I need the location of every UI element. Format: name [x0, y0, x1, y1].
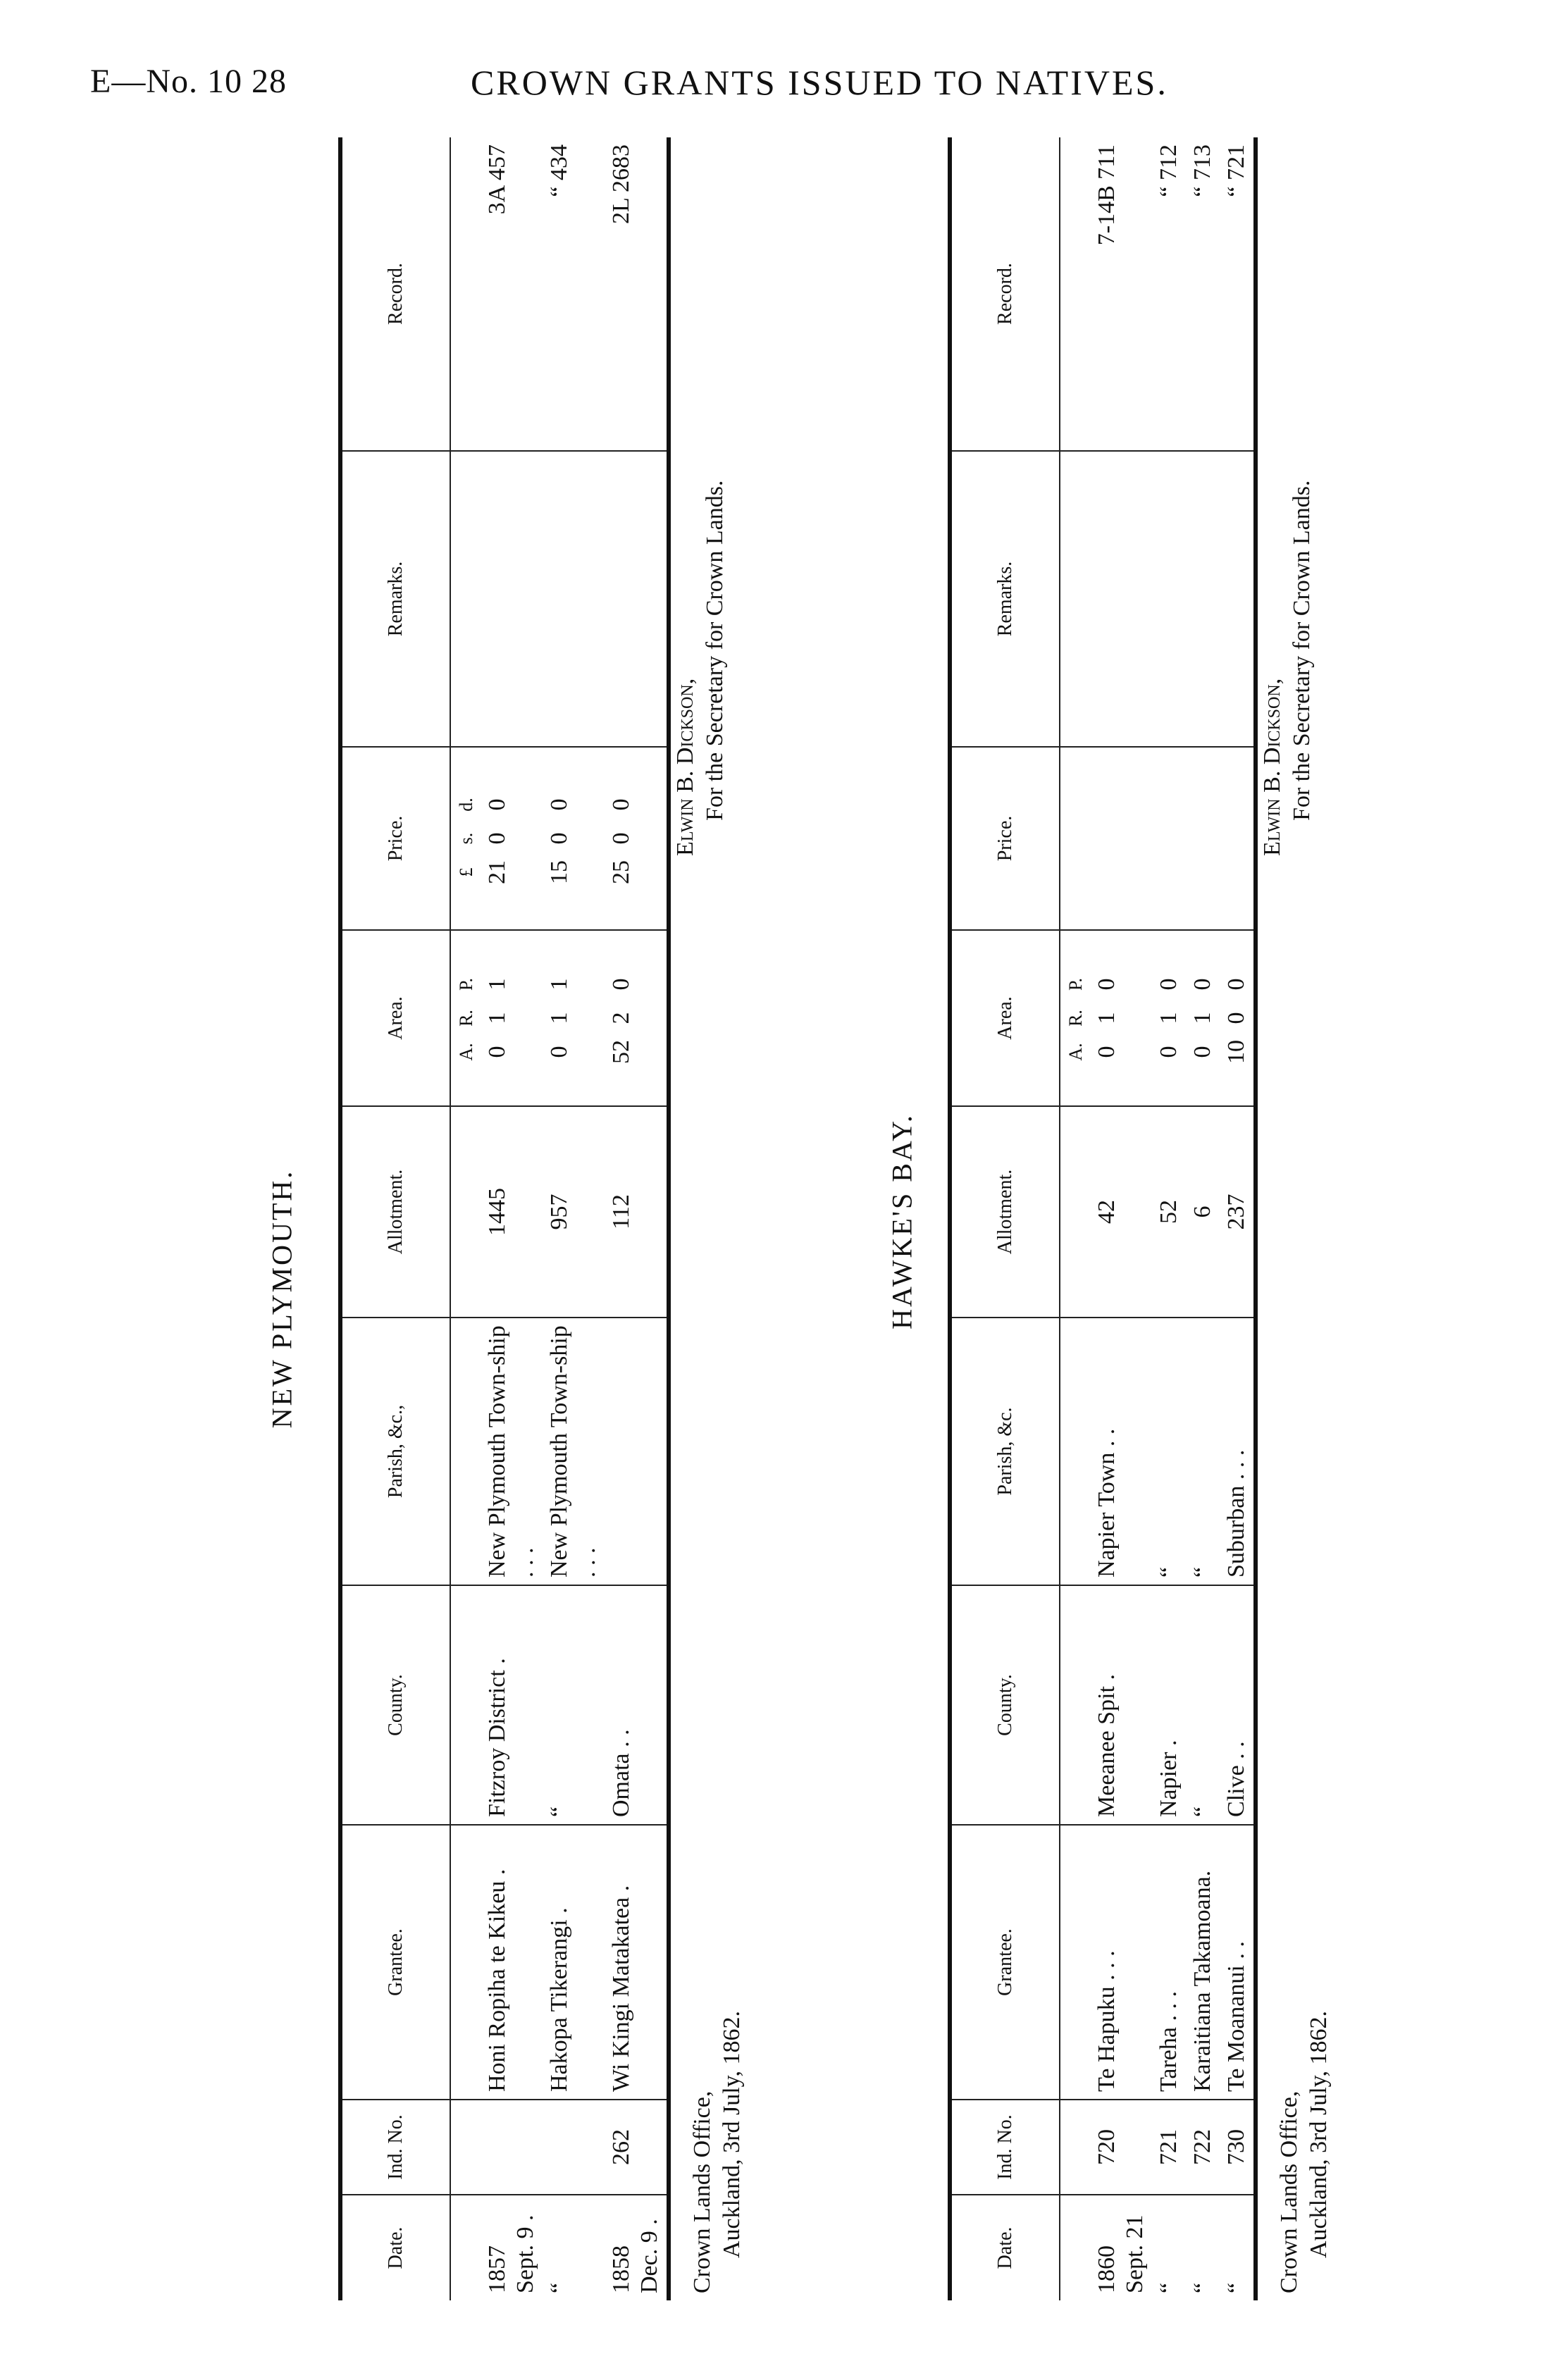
table-cell: 3A 457: [481, 137, 543, 451]
col-allotment: Allotment.: [952, 1106, 1060, 1318]
table-cell: 721: [1152, 2100, 1186, 2195]
table-cell: [543, 451, 605, 747]
table-cell: [1186, 451, 1220, 747]
unit-pounds: £: [456, 867, 476, 877]
col-grantee: Grantee.: [952, 1825, 1060, 2100]
col-grantee: Grantee.: [342, 1825, 450, 2100]
new-plymouth-block: [338, 137, 791, 2300]
table-cell: Napier .: [1152, 1585, 1186, 1825]
table-cell: 957: [543, 1106, 605, 1318]
table-cell: “ 434: [543, 137, 605, 451]
table-cell: [481, 451, 543, 747]
table-cell: [481, 2100, 543, 2195]
header-row: [342, 137, 450, 2300]
table-cell: Honi Ropiha te Kikeu .: [481, 1825, 543, 2100]
table-row: “ 722 Karaitiana Takamoana. “ “ 6 010 “ 713: [1186, 137, 1220, 2300]
table-cell: [1090, 451, 1152, 747]
section-title-hawkes-bay: HAWKE'S BAY.: [886, 1113, 918, 1330]
col-date: Date.: [952, 2195, 1060, 2300]
table-cell: 262: [605, 2100, 667, 2195]
table-cell: “: [543, 1585, 605, 1825]
col-parish: Parish, &c.: [952, 1318, 1060, 1585]
table-row: “ Hakopa Tikerangi . “ New Plymouth Town-ship . . . 957 011 1500 “ 434: [543, 137, 605, 2300]
table-cell: Te Hapuku . . .: [1090, 1825, 1152, 2100]
grants-table: [342, 137, 667, 2300]
table-cell: Suburban . . .: [1220, 1318, 1253, 1585]
table-cell: “: [1152, 1318, 1186, 1585]
table-cell: “ 712: [1152, 137, 1186, 451]
section-title-new-plymouth: NEW PLYMOUTH.: [266, 1169, 298, 1429]
table-cell: [543, 2100, 605, 2195]
table-cell: “ 721: [1220, 137, 1253, 451]
table-row: 1857 Sept. 9 . Honi Ropiha te Kikeu . Fitzroy District . New Plymouth Town-ship . . . 1445 011 2100 3A 457: [481, 137, 543, 2300]
table-cell: 7-14B 711: [1090, 137, 1152, 451]
col-county: County.: [952, 1585, 1060, 1825]
signature: Elwin B. Dickson, For the Secretary for Crown Lands.: [1259, 480, 1315, 856]
office-note: Crown Lands Office, Auckland, 3rd July, 1862.: [1276, 2011, 1332, 2293]
table-cell: 6: [1186, 1106, 1220, 1318]
table-frame: [338, 137, 671, 2300]
table-cell: Te Moananui . .: [1220, 1825, 1253, 2100]
table-cell: “: [1186, 1318, 1220, 1585]
table-row: “ 721 Tareha . . . Napier . “ 52 010 “ 712: [1152, 137, 1186, 2300]
unit-acres: A.: [1065, 1043, 1086, 1061]
page-title: CROWN GRANTS ISSUED TO NATIVES.: [471, 63, 1168, 102]
table-cell: “ 713: [1186, 137, 1220, 451]
table-row: 1858 Dec. 9 . 262 Wi Kingi Matakatea . Omata . . 112 5220 2500 2L 2683: [605, 137, 667, 2300]
col-record: Record.: [342, 137, 450, 451]
col-area: Area.: [952, 930, 1060, 1106]
table-cell: New Plymouth Town-ship . . .: [543, 1318, 605, 1585]
table-cell: 1445: [481, 1106, 543, 1318]
table-row: “ 730 Te Moananui . . Clive . . Suburban . . . 237 1000 “ 721: [1220, 137, 1253, 2300]
unit-acres: A.: [456, 1043, 476, 1061]
unit-perches: P.: [1065, 977, 1086, 991]
header-row: [952, 137, 1060, 2300]
col-remarks: Remarks.: [342, 451, 450, 747]
unit-perches: P.: [456, 977, 476, 991]
table-cell: [1220, 451, 1253, 747]
table-cell: Fitzroy District .: [481, 1585, 543, 1825]
table-cell: Napier Town . .: [1090, 1318, 1152, 1585]
col-county: County.: [342, 1585, 450, 1825]
hawkes-bay-block: [948, 137, 1377, 2300]
col-price: Price.: [342, 747, 450, 930]
grants-table: [952, 137, 1253, 2300]
col-area: Area.: [342, 930, 450, 1106]
page-reference: E—No. 10 28: [90, 63, 287, 100]
office-note: Crown Lands Office, Auckland, 3rd July, 1862.: [689, 2011, 745, 2293]
table-cell: Hakopa Tikerangi .: [543, 1825, 605, 2100]
col-ind-no: Ind. No.: [952, 2100, 1060, 2195]
table-cell: 720: [1090, 2100, 1152, 2195]
table-cell: 112: [605, 1106, 667, 1318]
unit-shillings: s.: [456, 832, 476, 845]
table-cell: 2L 2683: [605, 137, 667, 451]
col-record: Record.: [952, 137, 1060, 451]
table-cell: Meeanee Spit .: [1090, 1585, 1152, 1825]
table-cell: Wi Kingi Matakatea .: [605, 1825, 667, 2100]
col-date: Date.: [342, 2195, 450, 2300]
page-header: [0, 62, 1548, 118]
unit-roods: R.: [456, 1010, 476, 1027]
table-cell: New Plymouth Town-ship . . .: [481, 1318, 543, 1585]
table-cell: 237: [1220, 1106, 1253, 1318]
table-row: 1860 Sept. 21 720 Te Hapuku . . . Meeanee Spit . Napier Town . . 42 010 7-14B 711: [1090, 137, 1152, 2300]
table-cell: Omata . .: [605, 1585, 667, 1825]
table-cell: Karaitiana Takamoana.: [1186, 1825, 1220, 2100]
table-cell: [1152, 451, 1186, 747]
col-allotment: Allotment.: [342, 1106, 450, 1318]
col-remarks: Remarks.: [952, 451, 1060, 747]
unit-roods: R.: [1065, 1010, 1086, 1027]
table-cell: Tareha . . .: [1152, 1825, 1186, 2100]
col-parish: Parish, &c.,: [342, 1318, 450, 1585]
table-cell: 52: [1152, 1106, 1186, 1318]
table-cell: 722: [1186, 2100, 1220, 2195]
col-ind-no: Ind. No.: [342, 2100, 450, 2195]
signature: Elwin B. Dickson, For the Secretary for Crown Lands.: [672, 480, 728, 856]
table-cell: [605, 1318, 667, 1585]
table-cell: 42: [1090, 1106, 1152, 1318]
table-cell: 730: [1220, 2100, 1253, 2195]
table-cell: [605, 451, 667, 747]
table-cell: Clive . .: [1220, 1585, 1253, 1825]
unit-pence: d.: [456, 798, 476, 812]
table-frame: [948, 137, 1258, 2300]
table-cell: “: [1186, 1585, 1220, 1825]
col-price: Price.: [952, 747, 1060, 930]
